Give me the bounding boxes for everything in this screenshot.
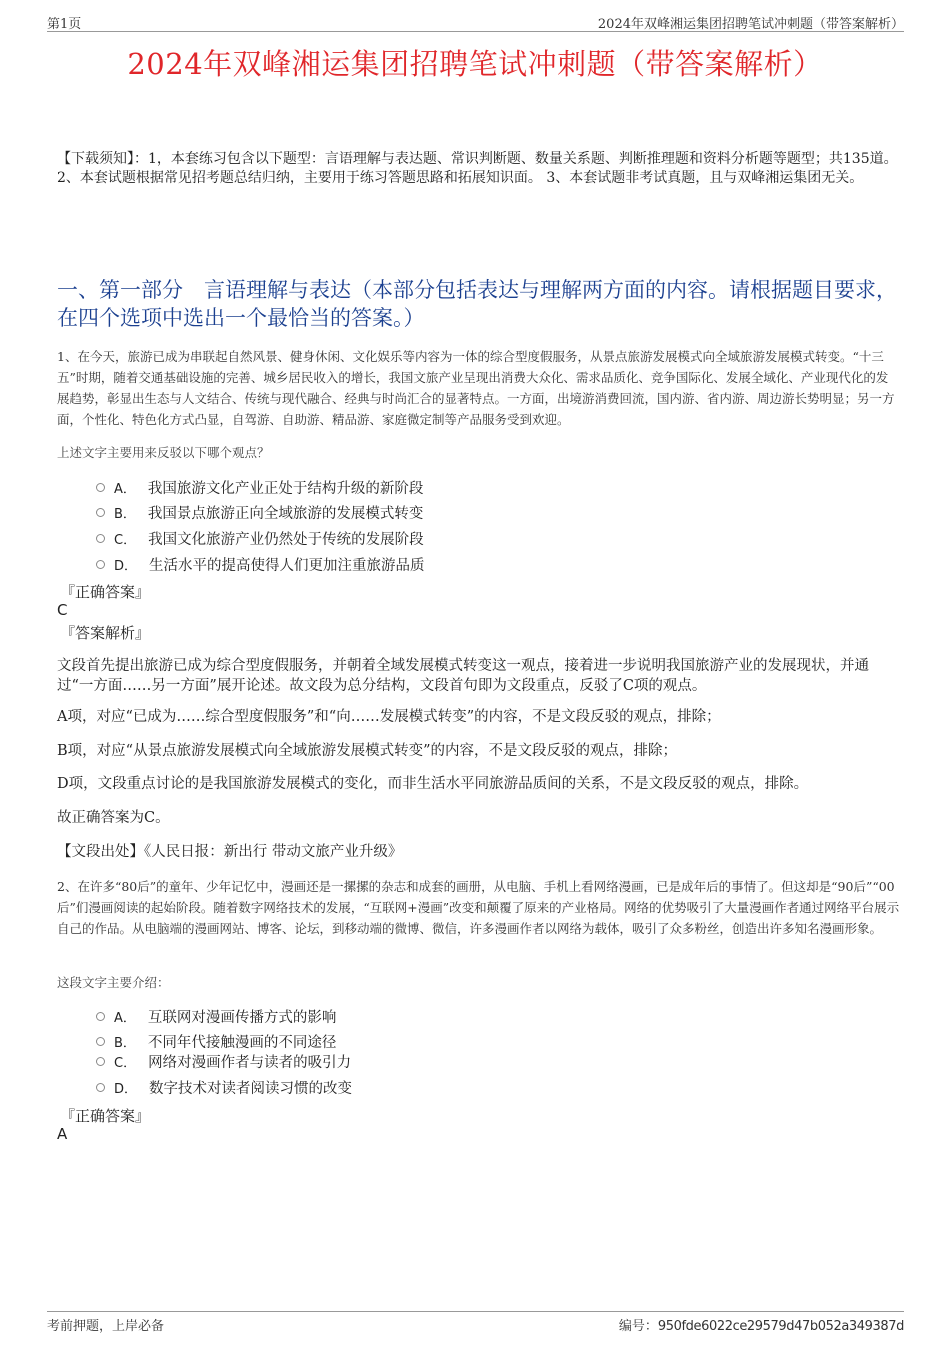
footer-divider <box>47 1311 904 1312</box>
page-number: 第1页 <box>47 17 82 32</box>
header-divider <box>47 31 904 32</box>
radio-icon[interactable] <box>96 1037 105 1046</box>
option-text: 不同年代接触漫画的不同途径 <box>147 1035 337 1051</box>
option-letter: A． <box>114 482 136 497</box>
footer-document-code <box>619 1315 904 1334</box>
option-text: 我国文化旅游产业仍然处于传统的发展阶段 <box>148 532 424 548</box>
radio-icon[interactable] <box>96 534 105 543</box>
q1-option-b[interactable] <box>96 502 423 523</box>
option-text: 数字技术对读者阅读习惯的改变 <box>149 1081 353 1097</box>
q1-analysis-paragraph: D项，文段重点讨论的是我国旅游发展模式的变化，而非生活水平同旅游品质间的关系，不是文段反驳的观点，排除。 <box>57 776 809 792</box>
option-letter: C． <box>114 1056 137 1071</box>
radio-icon[interactable] <box>96 560 105 569</box>
q2-option-a[interactable] <box>96 1006 336 1027</box>
document-title: 2024年双峰湘运集团招聘笔试冲刺题（带答案解析） <box>127 47 823 81</box>
footer-slogan: 考前押题，上岸必备 <box>47 1319 165 1334</box>
q1-option-c[interactable] <box>96 528 424 549</box>
q1-option-d[interactable] <box>96 554 425 575</box>
q1-option-a[interactable] <box>96 477 423 498</box>
code-value: 950fde6022ce29579d47b052a349387d <box>657 1319 904 1334</box>
option-letter: D． <box>114 559 138 574</box>
q2-option-b[interactable] <box>96 1031 336 1052</box>
q1-analysis-paragraph: A项，对应“已成为……综合型度假服务”和“向……发展模式转变”的内容，不是文段反驳的观点，排除； <box>57 709 721 725</box>
option-text: 我国旅游文化产业正处于结构升级的新阶段 <box>147 481 424 497</box>
option-letter: A． <box>114 1011 136 1026</box>
option-letter: C． <box>114 533 137 548</box>
q1-answer: C <box>57 601 68 619</box>
option-letter: B． <box>114 1036 136 1051</box>
question-2-text: 2、在许多“80后”的童年、少年记忆中，漫画还是一摞摞的杂志和成套的画册，从电脑、手机上看网络漫画，已是成年后的事情了。但这却是“90后”“00后”们漫画阅读的起始阶段。随着数字网络技术的发展，“互联网+漫画”改变和颠覆了原来的产业格局。网络的优势吸引了大量漫画作者通过网络平台展示自己的作品。从电脑端的漫画网站、博客、论坛，到移动端的微博、微信，许多漫画作者以网络为载体，吸引了众多粉丝，创造出许多知名漫画形象。 <box>57 879 900 936</box>
q1-analysis-paragraph: B项，对应“从景点旅游发展模式向全域旅游发展模式转变”的内容，不是文段反驳的观点，排除； <box>57 743 677 759</box>
radio-icon[interactable] <box>96 483 105 492</box>
question-2-prompt: 这段文字主要介绍： <box>57 975 170 990</box>
option-text: 互联网对漫画传播方式的影响 <box>147 1010 337 1026</box>
option-text: 生活水平的提高使得人们更加注重旅游品质 <box>149 558 425 574</box>
radio-icon[interactable] <box>96 1057 105 1066</box>
q2-option-c[interactable] <box>96 1051 351 1072</box>
q1-source: 【文段出处】《人民日报：新出行 带动文旅产业升级》 <box>57 844 403 860</box>
code-label: 编号： <box>618 1319 658 1334</box>
option-letter: D． <box>114 1082 138 1097</box>
option-text: 我国景点旅游正向全域旅游的发展模式转变 <box>147 506 424 522</box>
option-letter: B． <box>114 507 136 522</box>
q2-option-d[interactable] <box>96 1077 352 1098</box>
section-title: 一、第一部分 言语理解与表达（本部分包括表达与理解两方面的内容。请根据题目要求，在四个选项中选出一个最恰当的答案。） <box>57 278 897 330</box>
running-header-title: 2024年双峰湘运集团招聘笔试冲刺题（带答案解析） <box>597 17 904 32</box>
q1-answer-label: 『正确答案』 <box>60 583 151 601</box>
radio-icon[interactable] <box>96 1083 105 1092</box>
q1-analysis-label: 『答案解析』 <box>60 624 151 642</box>
q1-analysis-paragraph: 故正确答案为C。 <box>57 810 170 826</box>
download-notice: 【下载须知】：1，本套练习包含以下题型：言语理解与表达题、常识判断题、数量关系题、判断推理题和资料分析题等题型；共135道。 2、本套试题根据常见招考题总结归纳，主要用于练习答题思路和拓展知识面。 3、本套试题非考试真题，且与双峰湘运集团无关。 <box>57 151 898 186</box>
option-text: 网络对漫画作者与读者的吸引力 <box>148 1055 352 1071</box>
question-1-text: 1、在今天，旅游已成为串联起自然风景、健身休闲、文化娱乐等内容为一体的综合型度假服务，从景点旅游发展模式向全域旅游发展模式转变。“十三五”时期，随着交通基础设施的完善、城乡居民收入的增长，我国文旅产业呈现出消费大众化、需求品质化、竞争国际化、发展全域化、产业现代化的发展趋势，彰显出生态与人文结合、传统与现代融合、经典与时尚汇合的显著特点。一方面，出境游消费回流，国内游、省内游、周边游长势明显；另一方面，个性化、特色化方式凸显，自驾游、自助游、精品游、家庭微定制等产品服务受到欢迎。 <box>57 349 895 427</box>
q2-answer-label: 『正确答案』 <box>60 1107 151 1125</box>
radio-icon[interactable] <box>96 1012 105 1021</box>
q2-answer: A <box>57 1125 68 1143</box>
question-1-prompt: 上述文字主要用来反驳以下哪个观点？ <box>57 445 270 460</box>
q1-analysis-paragraph: 文段首先提出旅游已成为综合型度假服务，并朝着全域发展模式转变这一观点，接着进一步说明我国旅游产业的发展现状，并通过“一方面……另一方面”展开论述。故文段为总分结构，文段首句即为文段重点，反驳了C项的观点。 <box>57 658 869 694</box>
radio-icon[interactable] <box>96 508 105 517</box>
